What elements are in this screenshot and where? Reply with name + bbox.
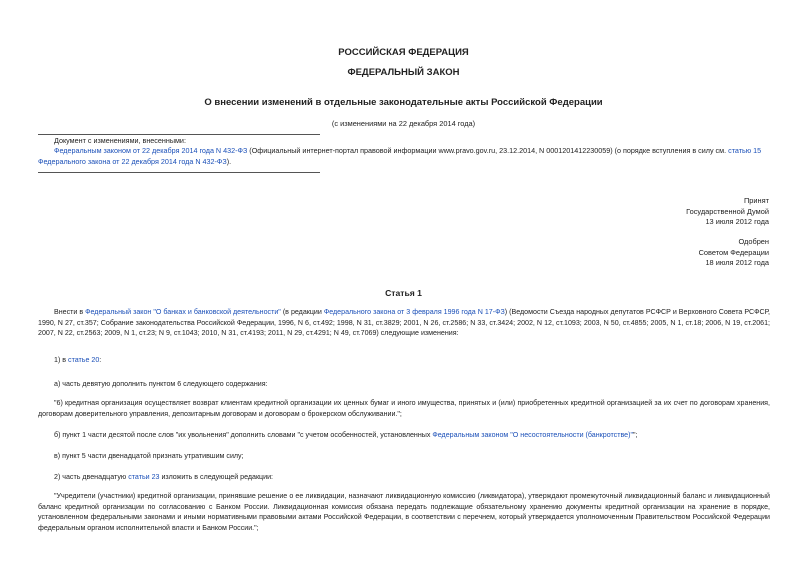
- paragraph-text: Внести в: [54, 308, 86, 316]
- amendments-note-text: (Официальный интернет-портал правовой информации www.pravo.gov.ru, 23.12.2014, N 0001201412230059) (о порядке вступления в силу см.: [247, 146, 729, 155]
- amendments-note-heading: Документ с изменениями, внесенными:: [54, 136, 186, 145]
- quoted-amendment: "6) кредитная организация осуществляет возврат клиентам кредитной организации их ценных бумаг и иного имущества, принятых и (или) приобретенных кредитной организацией за их счет по договорам хранения, договорам доверительного управления, депозитарным договорам и договорам о брокерском обслуживании.";: [38, 399, 770, 418]
- article-subitem: [38, 430, 770, 441]
- approval-block: [699, 237, 769, 269]
- article-paragraph: [38, 307, 770, 339]
- item-text: изложить в следующей редакции:: [159, 473, 274, 481]
- approval-date: 18 июля 2012 года: [705, 258, 769, 267]
- amending-law-link[interactable]: Федеральным законом от 22 декабря 2014 года N 432-ФЗ: [54, 146, 248, 155]
- article-23-link[interactable]: статьи 23: [128, 473, 160, 481]
- country-heading: РОССИЙСКАЯ ФЕДЕРАЦИЯ: [338, 47, 469, 58]
- entry-into-force-link[interactable]: статью 15 Федерального закона от 22 декабря 2014 года N 432-ФЗ: [38, 146, 762, 166]
- federal-law-17fz-link[interactable]: Федерального закона от 3 февраля 1996 года N 17-ФЗ: [323, 308, 505, 316]
- law-kind-heading: ФЕДЕРАЛЬНЫЙ ЗАКОН: [347, 67, 460, 78]
- amendments-note-closing: ).: [226, 156, 232, 166]
- article-subitem: а) часть девятую дополнить пунктом 6 следующего содержания:: [54, 380, 268, 388]
- subitem-text: б) пункт 1 части десятой после слов "их увольнения" дополнить словами "с учетом особенностей, установленных: [54, 431, 433, 439]
- banking-law-link[interactable]: Федеральный закон "О банках и банковской деятельности": [85, 308, 281, 316]
- approval-status: Одобрен: [738, 237, 769, 246]
- item-text: :: [99, 356, 102, 364]
- approval-body: Советом Федерации: [698, 247, 769, 257]
- adoption-body: Государственной Думой: [686, 206, 769, 216]
- paragraph-text: ) (Ведомости Съезда народных депутатов РСФСР и Верховного Совета РСФСР, 1990, N 27, ст.357; Собрание законодательства Российской Федерации, 1996, N 6, ст.492; 1998, N 31, ст.3829; 2001, N 26, ст.2586; N 33, ст.3424; 2002, N 12, ст.1093; 2003, N 50, ст.4855; 2005, N 1, ст.18; 2006, N 19, ст.2061; 2007, N 22, ст.2563; 2009, N 1, ст.23; N 9, ст.1043; 2010, N 31, ст.4193; 2011, N 29, ст.4291; N 49, ст.7069) следующие изменения:: [38, 308, 770, 338]
- article-item: [38, 355, 770, 366]
- item-text: 2) часть двенадцатую: [54, 473, 129, 481]
- document-title: О внесении изменений в отдельные законодательные акты Российской Федерации: [204, 97, 603, 108]
- subitem-text: ";: [632, 431, 638, 439]
- adoption-block: [686, 196, 769, 228]
- article-item: [38, 472, 770, 483]
- adoption-date: 13 июля 2012 года: [705, 217, 769, 226]
- note-divider-top: [38, 134, 320, 135]
- item-text: 1) в: [54, 356, 69, 364]
- adoption-status: Принят: [743, 196, 769, 205]
- amendment-date: (с изменениями на 22 декабря 2014 года): [331, 119, 476, 128]
- bankruptcy-law-link[interactable]: Федеральным законом "О несостоятельности (банкротстве)": [432, 431, 633, 439]
- article-20-link[interactable]: статье 20: [68, 356, 100, 364]
- article-subitem: в) пункт 5 части двенадцатой признать утратившим силу;: [54, 452, 244, 460]
- note-divider-bottom: [38, 172, 320, 173]
- quoted-amendment: "Учредители (участники) кредитной организации, принявшие решение о ее ликвидации, назначают ликвидационную комиссию (ликвидатора), утверждают промежуточный ликвидационный баланс и ликвидационный баланс кредитной организации по согласованию с Банком России. Ликвидационная комиссия обязана передать подлежащие обязательному хранению документы кредитной организации на хранение в порядке, установленном федеральными законами и иными нормативными правовыми актами Российской Федерации, в соответствии с перечнем, который утверждается уполномоченным Правительством Российской Федерации федеральным органом исполнительной власти и Банком России.";: [38, 492, 770, 532]
- paragraph-text: (в редакции: [280, 308, 324, 316]
- article-heading: Статья 1: [385, 288, 422, 298]
- amendments-note-body: [38, 146, 770, 167]
